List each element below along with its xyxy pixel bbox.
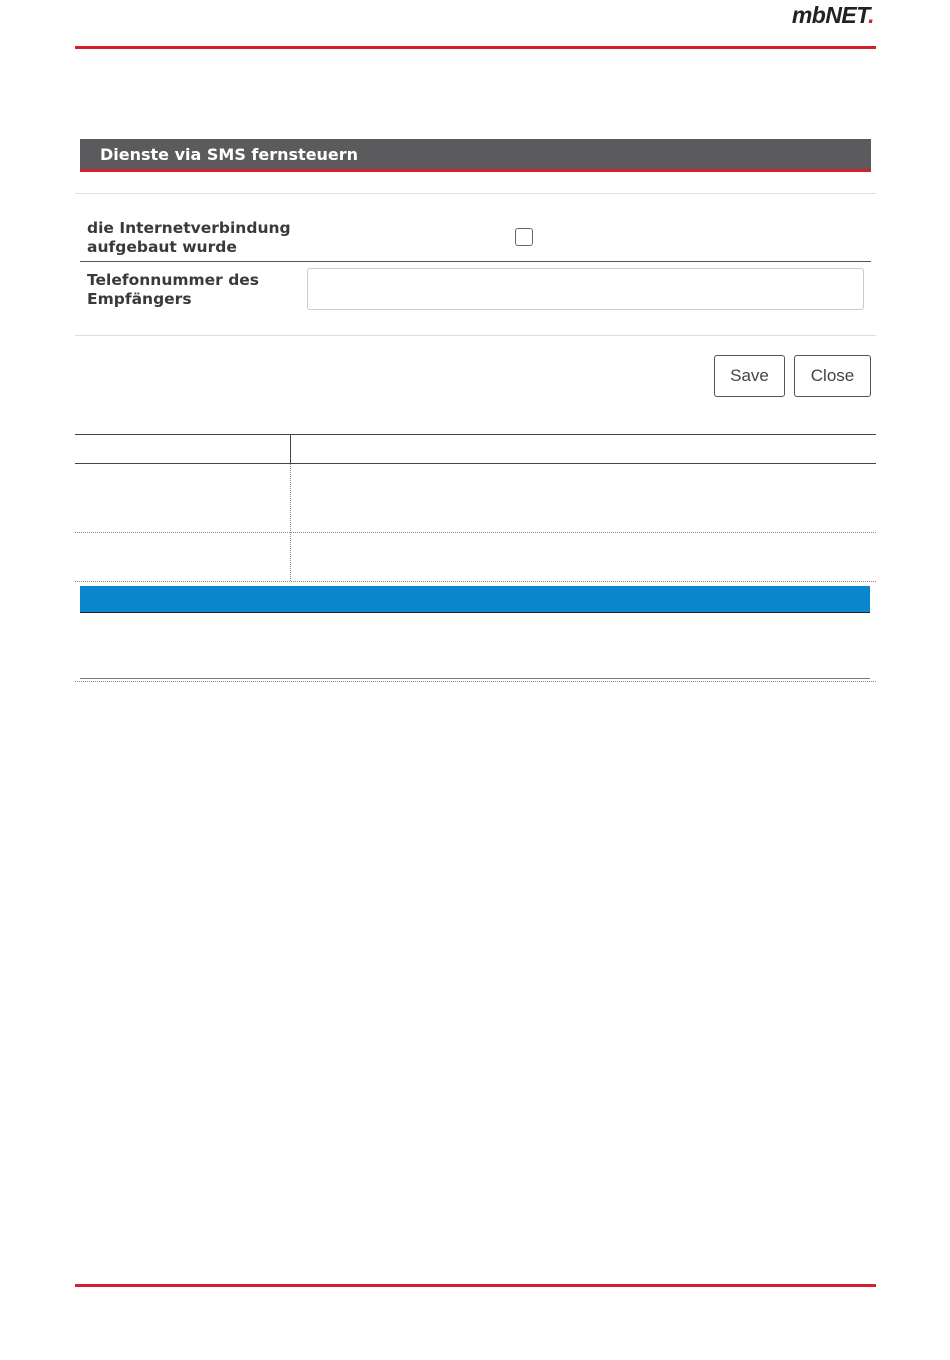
table-row: [75, 581, 876, 582]
section-header-bar: [80, 586, 870, 612]
internet-connected-checkbox[interactable]: [515, 228, 533, 246]
table-top-border: [75, 434, 876, 435]
save-button[interactable]: Save: [714, 355, 785, 397]
table-header-bottom: [75, 463, 876, 464]
phone-label: Telefonnummer des Empfängers: [87, 271, 260, 308]
table-row: [80, 678, 870, 679]
form-top-divider: [75, 193, 876, 194]
footer-rule: [75, 1284, 876, 1287]
checkbox-label: die Internetverbindung aufgebaut wurde: [87, 219, 291, 256]
form-bottom-divider: [75, 335, 876, 336]
close-button[interactable]: Close: [794, 355, 871, 397]
table-bottom-border: [75, 681, 876, 682]
table-column-divider: [290, 464, 291, 581]
header-rule: [75, 46, 876, 49]
form-row-separator: [80, 261, 871, 262]
phone-number-input[interactable]: [307, 268, 864, 310]
table-row: [75, 532, 876, 533]
panel-title: Dienste via SMS fernsteuern: [80, 139, 871, 172]
table-header-divider: [290, 434, 291, 463]
mbnet-logo: mbNET.: [791, 2, 874, 28]
section-header-underline: [80, 612, 870, 613]
